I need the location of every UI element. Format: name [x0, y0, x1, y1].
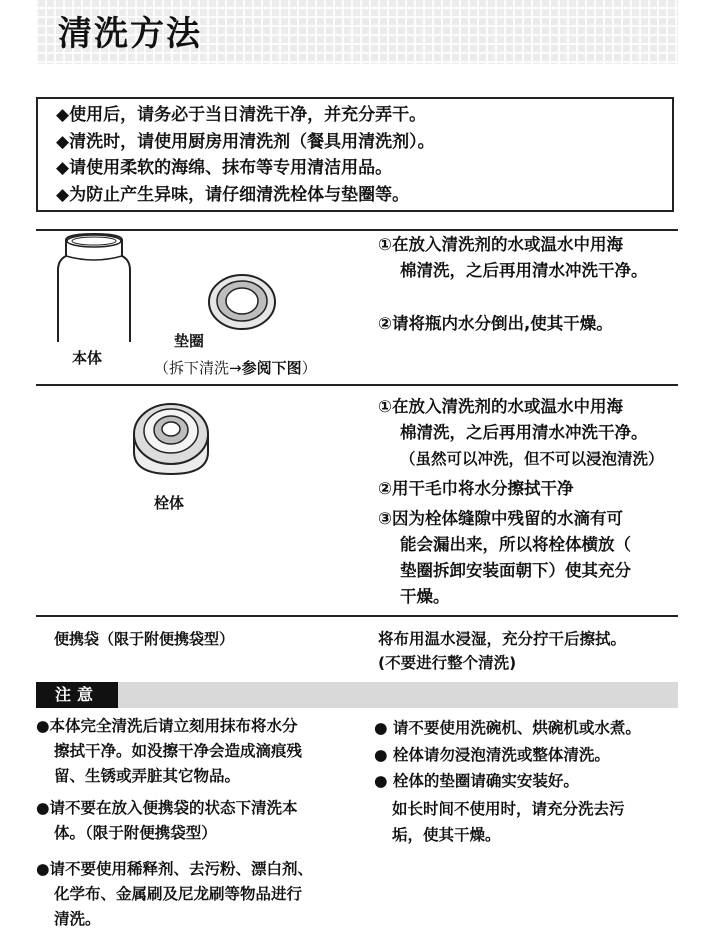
caution-item-cont: 化学布、金属刷及尼龙刷等物品进行	[54, 885, 303, 903]
stopper-step-line: （虽然可以冲洗，但不可以浸泡清洗）	[400, 450, 664, 468]
stopper-step-line: 棉清洗，之后再用清水冲洗干净。	[400, 423, 648, 442]
caution-item-cont: 擦拭干净。如没擦干净会造成滴痕残	[54, 742, 303, 760]
section-divider	[36, 229, 678, 231]
gasket-label: 垫圈	[174, 332, 205, 350]
page-header	[36, 0, 678, 64]
stopper-step-line: 能会漏出来，所以将栓体横放（	[400, 535, 631, 554]
body-step-line: ②请将瓶内水分倒出,使其干燥。	[378, 314, 613, 333]
body-step-line: 棉清洗，之后再用清水冲洗干净。	[400, 261, 648, 280]
caution-item: ●请不要在放入便携袋的状态下清洗本	[36, 799, 298, 817]
section-divider	[36, 615, 678, 617]
gasket-note-bold: 参阅下图	[241, 359, 302, 377]
caution-item-cont: 清洗。	[54, 910, 101, 928]
caution-item-cont: 如长时间不使用时，请充分洗去污	[392, 800, 625, 818]
stopper-illustration	[130, 400, 212, 478]
caution-bar	[36, 682, 678, 708]
bag-text: (不要进行整个清洗)	[378, 654, 517, 672]
caution-tag: 注意	[36, 682, 118, 708]
body-step-line: ①在放入清洗剂的水或温水中用海	[378, 235, 623, 254]
notice-line: ◆使用后，请务必于当日清洗干净，并充分弄干。	[56, 105, 427, 125]
stopper-label: 栓体	[154, 494, 185, 512]
caution-item-cont: 留、生锈或弄脏其它物品。	[54, 767, 241, 785]
stopper-step-line: ①在放入清洗剂的水或温水中用海	[378, 397, 623, 416]
notice-line: ◆为防止产生异味，请仔细清洗栓体与垫圈等。	[56, 184, 410, 205]
stopper-step-line: ②用干毛巾将水分擦拭干净	[378, 479, 574, 498]
caution-item: ● 栓体请勿浸泡清洗或整体清洗。	[374, 746, 610, 764]
gasket-note-prefix: （拆下清洗→	[154, 359, 242, 377]
page-title: 清洗方法	[58, 14, 202, 54]
gasket-note	[154, 357, 317, 379]
body-label: 本体	[72, 349, 103, 367]
caution-item: ●本体完全清洗后请立刻用抹布将水分	[36, 717, 298, 735]
caution-item: ● 栓体的垫圈请确实安装好。	[374, 772, 579, 790]
stopper-step-line: 干燥。	[400, 587, 450, 606]
notice-line: ◆清洗时，请使用厨房用清洗剂（餐具用清洗剂）。	[56, 131, 435, 152]
section-divider	[36, 384, 678, 386]
stopper-step-line: 垫圈拆卸安装面朝下）使其充分	[400, 561, 631, 580]
stopper-step-line: ③因为栓体缝隙中残留的水滴有可	[378, 509, 623, 528]
bag-label: 便携袋（限于附便携袋型）	[54, 630, 235, 648]
caution-item: ● 请不要使用洗碗机、烘碗机或水煮。	[374, 719, 641, 737]
bag-text: 将布用温水浸湿，充分拧干后擦拭。	[378, 630, 627, 648]
bottle-illustration	[52, 234, 138, 346]
caution-item-cont: 体。（限于附便携袋型）	[54, 824, 217, 842]
caution-item: ●请不要使用稀释剂、去污粉、漂白剂、	[36, 860, 314, 878]
gasket-illustration	[206, 274, 278, 334]
caution-item-cont: 垢，使其干燥。	[392, 826, 501, 844]
gasket-note-suffix: ）	[301, 359, 317, 377]
notice-line: ◆请使用柔软的海绵、抹布等专用清洁用品。	[56, 158, 393, 178]
notice-box	[36, 97, 674, 212]
